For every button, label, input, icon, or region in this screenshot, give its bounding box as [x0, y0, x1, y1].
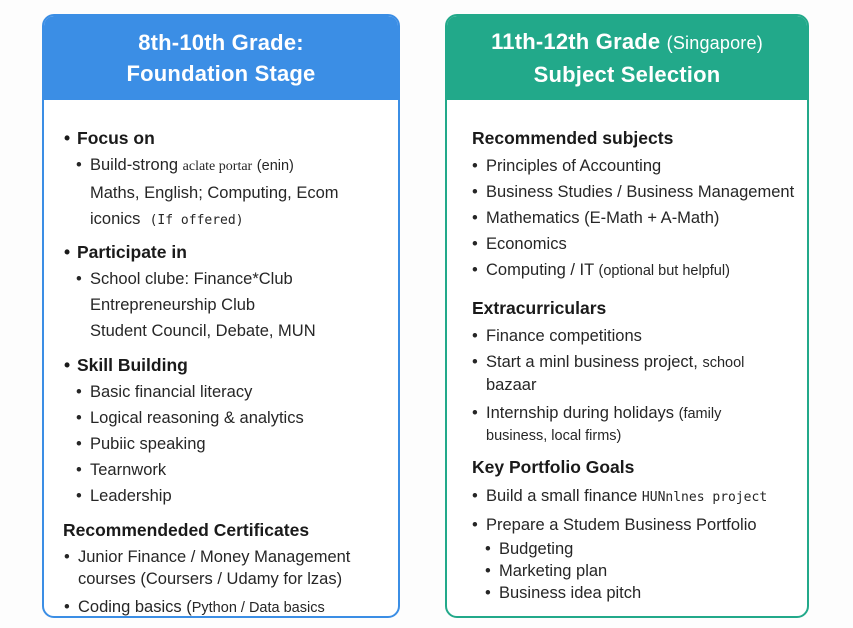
- list-item: • Marketing plan: [499, 560, 807, 582]
- subject-selection-card: [445, 14, 809, 618]
- subjects-section: [472, 127, 807, 284]
- right-title-paren: (Singapore): [666, 33, 763, 53]
- list-item: • Leadership: [90, 483, 398, 509]
- finance-project-mono: HUNnlnes project: [641, 490, 768, 505]
- list-item: Student Council, Debate, MUN: [90, 322, 316, 340]
- right-title-main: 11th-12th Grade: [491, 29, 661, 54]
- portfolio-goals-heading: Key Portfolio Goals: [472, 457, 635, 477]
- subjects-heading: Recommended subjects: [472, 128, 674, 148]
- list-item: [90, 206, 398, 234]
- list-item: • Budgeting: [499, 538, 807, 560]
- mini-business-text: Start a minl business project,: [486, 353, 698, 371]
- computing-note: (optional but helpful): [598, 263, 730, 279]
- list-item: • Junior Finance / Money Management: [78, 546, 398, 568]
- mini-business-small: school: [702, 355, 745, 371]
- extracurriculars-section: [472, 297, 807, 447]
- list-item: • Economics: [486, 231, 807, 257]
- skills-section: [77, 354, 398, 509]
- list-item: [78, 594, 398, 618]
- computing-text: Computing / IT: [486, 261, 594, 279]
- foundation-stage-header: [44, 16, 398, 100]
- left-title-line1: 8th-10th Grade:: [138, 30, 304, 55]
- list-item: [486, 402, 807, 425]
- list-item: • Principles of Accounting: [486, 153, 807, 179]
- subject-selection-header: [447, 16, 807, 100]
- list-item: • Tearnwork: [90, 457, 398, 483]
- focus-item-text: Build-strong: [90, 156, 179, 174]
- list-item: • Logical reasoning & analytics: [90, 405, 398, 431]
- list-item: • Pubiic speaking: [90, 431, 398, 457]
- participate-section: [77, 241, 398, 344]
- list-item: courses (Coursers / Udamy for lzas): [78, 570, 343, 588]
- list-item: bazaar: [486, 376, 537, 394]
- right-title-line1: [491, 26, 763, 59]
- certificates-section: [63, 519, 398, 618]
- list-item: • Mathematics (E-Math + A-Math): [486, 205, 807, 231]
- list-item: [486, 483, 807, 511]
- list-item: [90, 152, 398, 180]
- focus-line3-paren: (If offered): [149, 213, 244, 228]
- list-item: • Basic financial literacy: [90, 379, 398, 405]
- finance-project-text: Build a small finance: [486, 487, 638, 505]
- list-item: • Prepare a Studem Business Portfolio: [486, 512, 807, 538]
- list-item: Entrepreneurship Club: [90, 296, 256, 314]
- list-item: Maths, English; Computing, Ecom: [90, 184, 339, 202]
- focus-section: [77, 127, 398, 234]
- focus-item-serif: aclate portar: [182, 159, 253, 174]
- certificates-heading: Recommendeded Certificates: [63, 520, 310, 540]
- right-title-line2: Subject Selection: [533, 62, 721, 87]
- left-title-line2: Foundation Stage: [126, 61, 316, 86]
- list-item: • School clube: Finance*Club: [90, 266, 398, 292]
- list-item: [486, 351, 807, 374]
- coding-basics-small: Python / Data basics: [191, 600, 325, 616]
- internship-text: Internship during holidays: [486, 404, 675, 422]
- internship-small: (family: [678, 406, 722, 422]
- focus-line3-text: iconics: [90, 210, 141, 228]
- portfolio-goals-section: [472, 456, 807, 604]
- participate-heading: • Participate in: [77, 241, 398, 263]
- skills-heading: • Skill Building: [77, 354, 398, 376]
- foundation-stage-card: [42, 14, 400, 618]
- extracurriculars-heading: Extracurriculars: [472, 298, 607, 318]
- list-item: [486, 257, 807, 284]
- list-item: business, local firms): [486, 428, 622, 444]
- focus-item-tail: (enin): [256, 158, 294, 174]
- list-item: • Business Studies / Business Management: [486, 179, 807, 205]
- list-item: • Finance competitions: [486, 323, 807, 349]
- focus-heading: • Focus on: [77, 127, 398, 149]
- coding-basics-text: Coding basics (: [78, 598, 192, 616]
- list-item: • Business idea pitch: [499, 582, 807, 604]
